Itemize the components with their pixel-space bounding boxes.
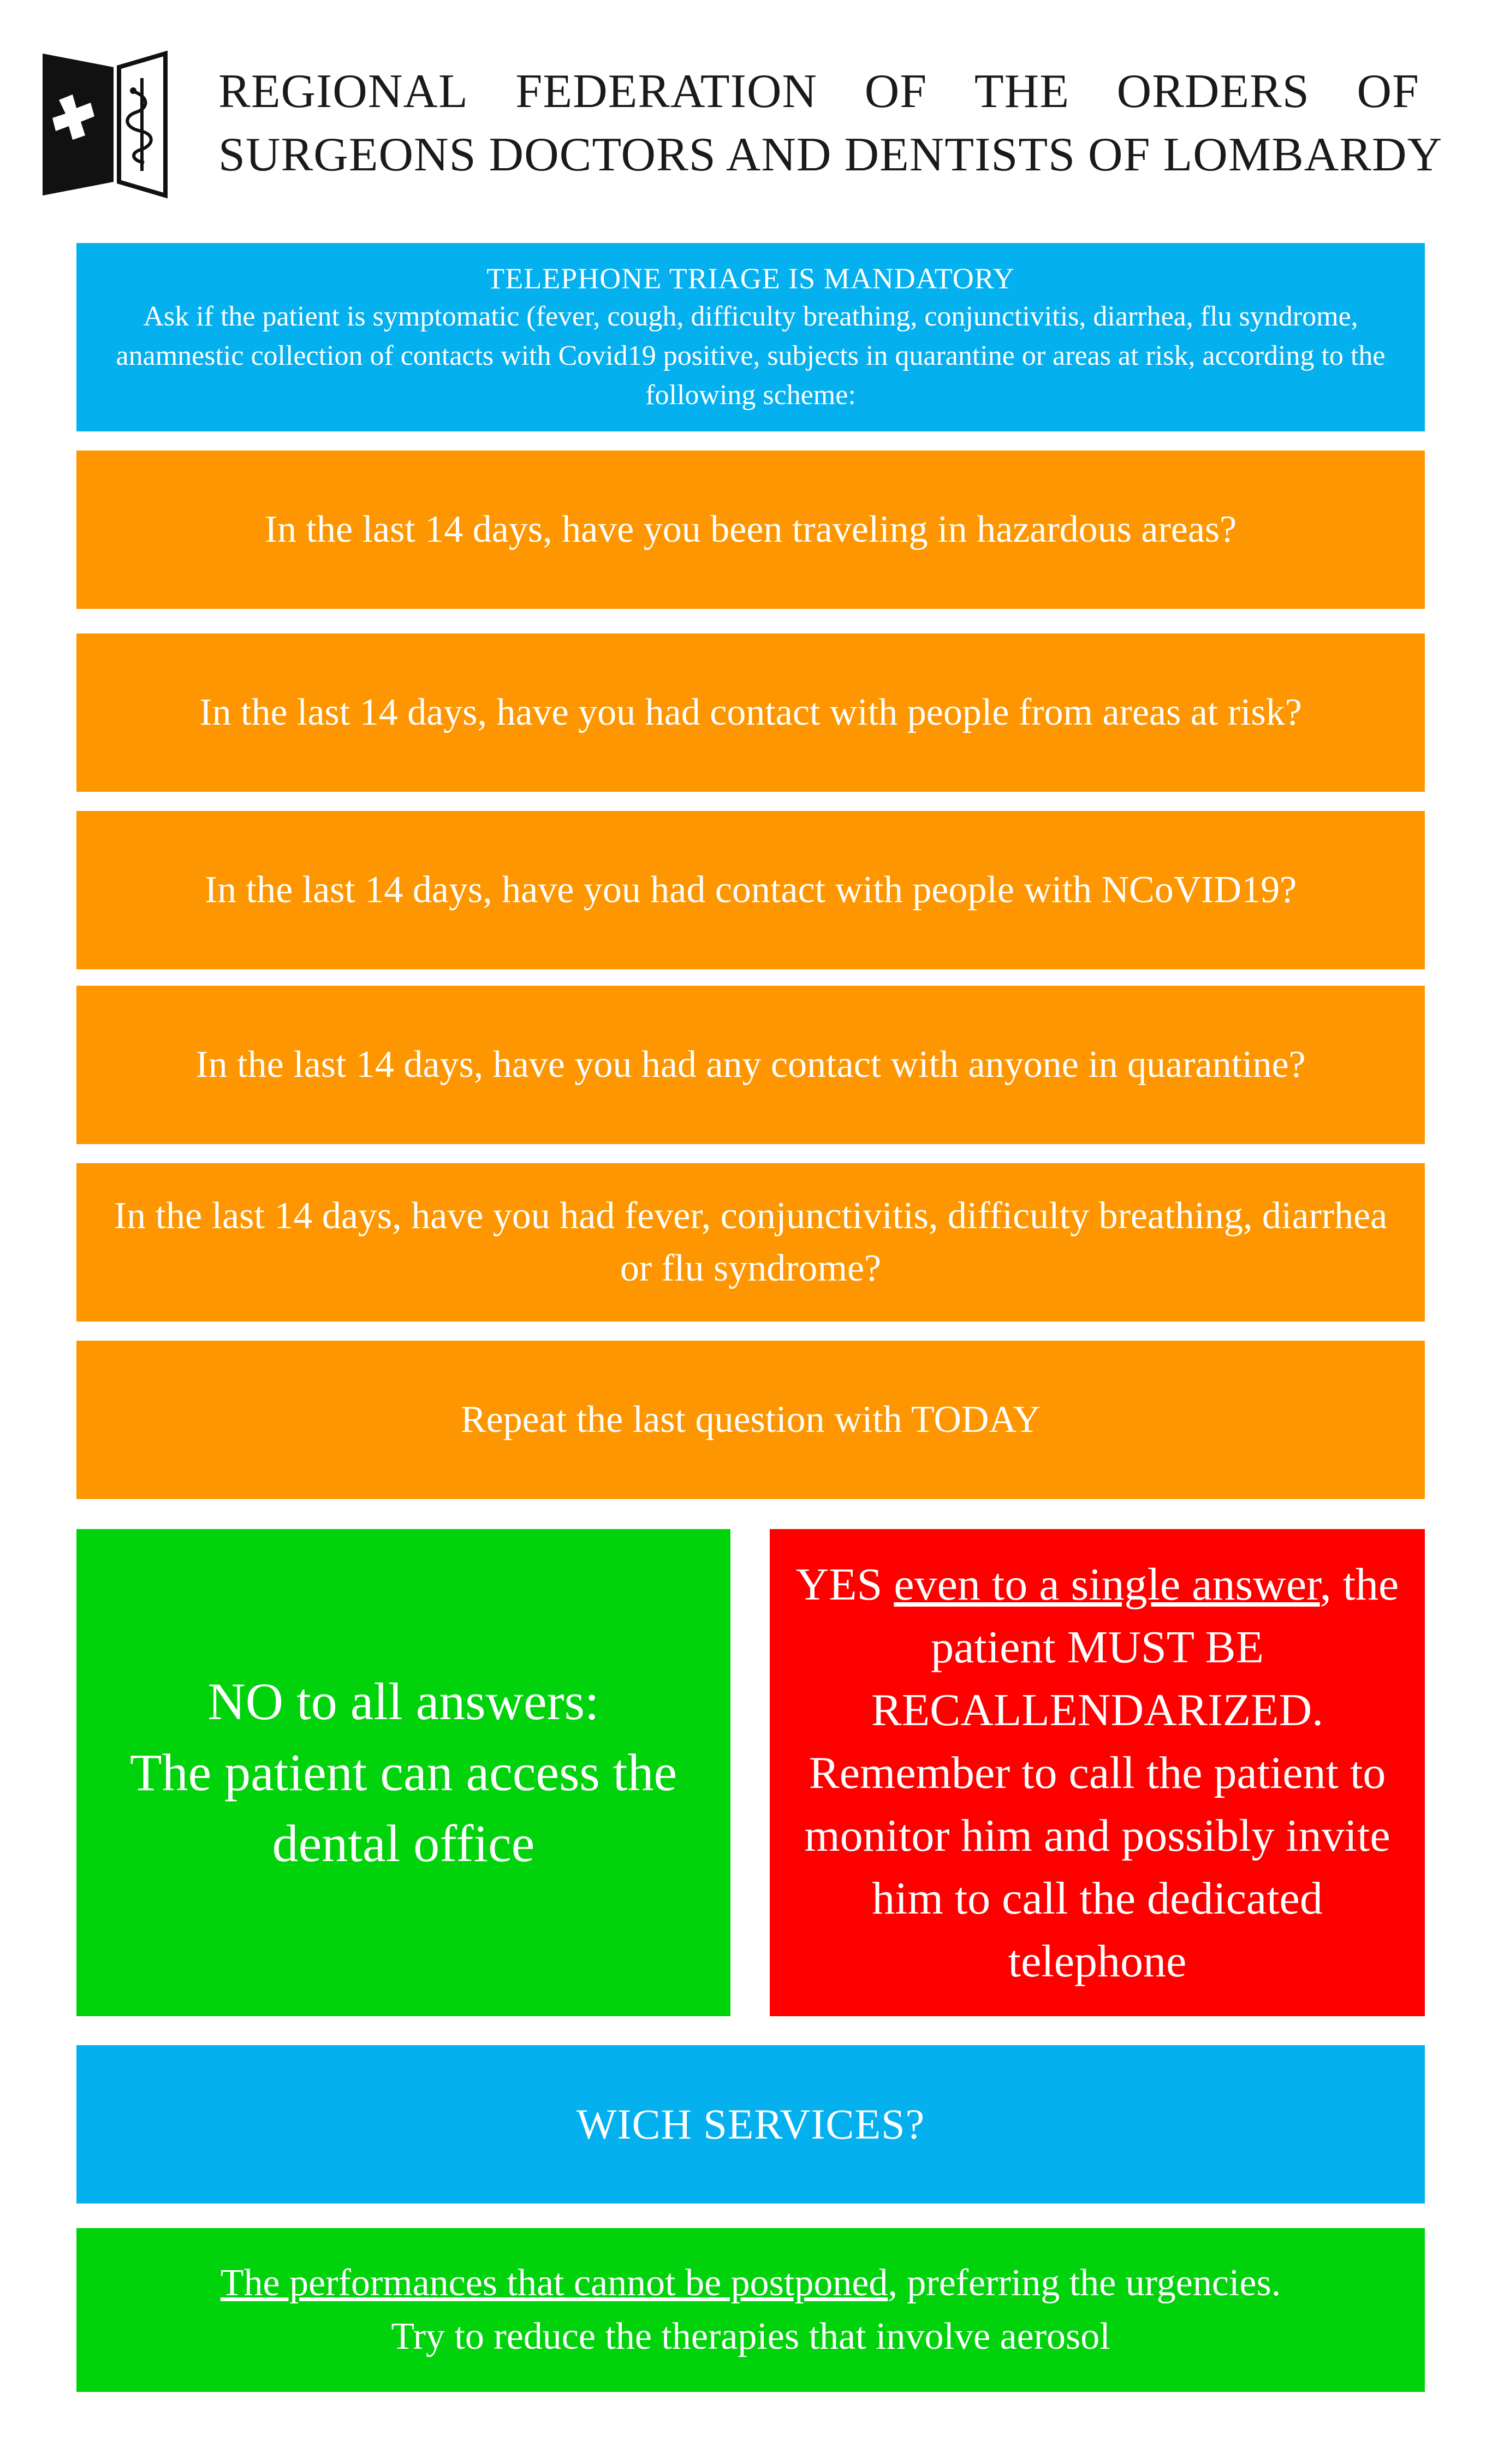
triage-title: TELEPHONE TRIAGE IS MANDATORY (486, 262, 1015, 295)
question-box-symptoms (76, 1163, 1425, 1322)
header-title-line1 (218, 60, 1419, 123)
question-text: In the last 14 days, have you had any contact with anyone in quarantine? (195, 1044, 1306, 1086)
no-outcome-line2: The patient can access the dental office (129, 1743, 677, 1873)
question-text: In the last 14 days, have you been traveling in hazardous areas? (264, 508, 1237, 550)
header-title (218, 60, 1443, 187)
header-word: ORDERS (1116, 65, 1310, 118)
question-text: In the last 14 days, have you had contact with people with NCoVID19? (204, 869, 1297, 911)
triage-instructions-box (76, 243, 1425, 431)
yes-outcome-underlined: even to a single answer (894, 1559, 1320, 1610)
question-box-risk-areas-contact (76, 633, 1425, 792)
question-text: In the last 14 days, have you had fever, conjunctivitis, difficulty breathing, diarrhea or flu syndrome? (114, 1195, 1388, 1289)
header-word: THE (974, 65, 1069, 118)
question-box-repeat-today (76, 1341, 1425, 1499)
question-text: Repeat the last question with TODAY (460, 1399, 1041, 1441)
yes-outcome-box (770, 1529, 1425, 2016)
question-box-travel (76, 451, 1425, 609)
question-box-covid-contact (76, 811, 1425, 969)
medical-order-logo-icon (43, 48, 171, 201)
performances-underlined: The performances that cannot be postponed (220, 2262, 888, 2304)
performances-line2: Try to reduce the therapies that involve aerosol (391, 2315, 1110, 2358)
no-outcome-line1: NO to all answers: (207, 1672, 599, 1731)
no-outcome-box (76, 1529, 730, 2016)
triage-text: Ask if the patient is symptomatic (fever, cough, difficulty breathing, conjunctivitis, diarrhea, flu syndrome, anamnestic collection of contacts with Covid19 positive, subjects in quarantine or areas at risk, according to the following scheme: (116, 300, 1386, 411)
header-word: OF (1357, 65, 1419, 118)
yes-outcome-rest: , the patient MUST BE RECALLENDARIZED. Remember to call the patient to monitor him and possibly invite him to call the dedicated telephone (804, 1559, 1399, 1987)
yes-outcome-text (792, 1553, 1403, 1993)
performances-line1 (221, 2256, 1281, 2310)
header-title-line2: SURGEONS DOCTORS AND DENTISTS OF LOMBARDY (218, 128, 1443, 181)
performances-box (76, 2228, 1425, 2392)
performances-rest: , preferring the urgencies. (888, 2262, 1281, 2304)
services-title: WICH SERVICES? (576, 2100, 925, 2148)
question-text: In the last 14 days, have you had contact with people from areas at risk? (199, 691, 1302, 733)
header-word: FEDERATION (515, 65, 818, 118)
services-box (76, 2045, 1425, 2204)
header-word: OF (864, 65, 928, 118)
question-box-quarantine-contact (76, 986, 1425, 1144)
header-word: REGIONAL (218, 65, 468, 118)
yes-outcome-lead: YES (795, 1559, 883, 1610)
